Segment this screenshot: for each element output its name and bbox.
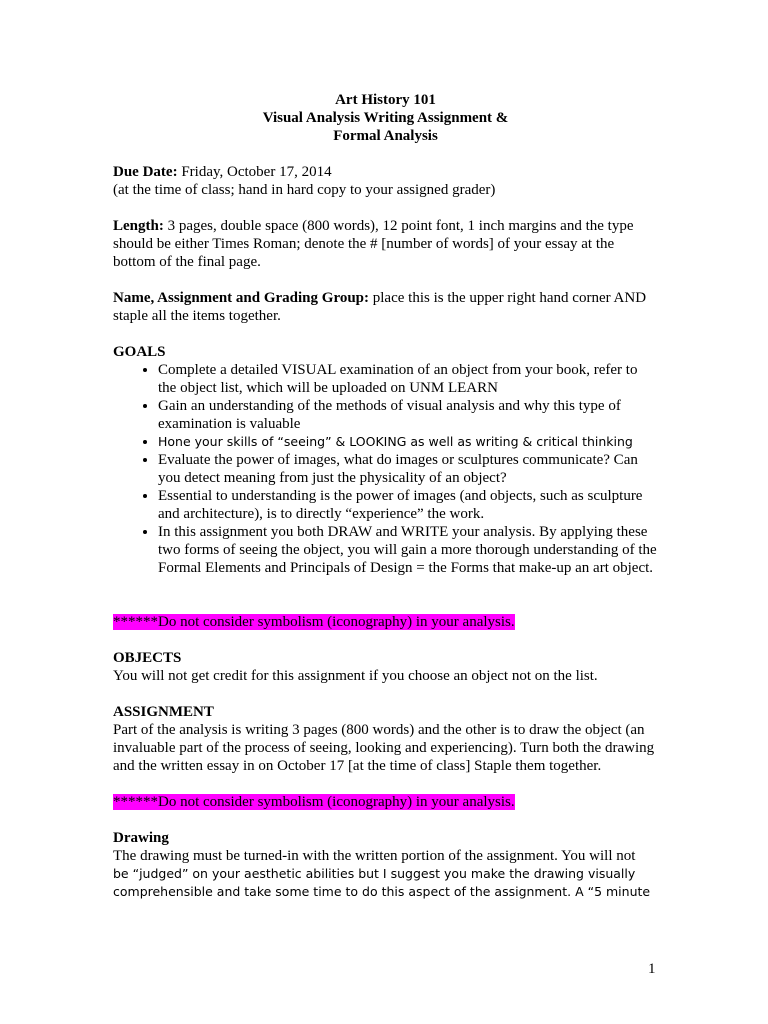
title-block bbox=[113, 91, 658, 145]
assignment-text: Part of the analysis is writing 3 pages (800 words) and the other is to draw the object (an invaluable part of the process of seeing, looking and experiencing). Turn both the drawing and the written essay in on October 17 [at the time of class] Staple them together. bbox=[113, 722, 655, 774]
document-body bbox=[113, 91, 658, 901]
objects-heading: OBJECTS bbox=[113, 650, 182, 666]
name-group-value: place this is the upper right hand corner AND staple all the items together. bbox=[113, 290, 647, 324]
warning-note bbox=[113, 793, 658, 811]
assignment-subtitle: Formal Analysis bbox=[333, 128, 438, 144]
length-section bbox=[113, 217, 658, 271]
goal-item: • Gain an understanding of the methods of visual analysis and why this type of examination is valuable bbox=[158, 397, 658, 433]
length-value: 3 pages, double space (800 words), 12 point font, 1 inch margins and the type should be either Times Roman; denote the # [number of words] of your essay at the bottom of the final page. bbox=[113, 218, 634, 270]
objects-text: You will not get credit for this assignment if you choose an object not on the list. bbox=[113, 668, 598, 684]
goal-item: • Hone your skills of “seeing” & LOOKING as well as writing & critical thinking bbox=[158, 433, 658, 451]
goal-item: • Evaluate the power of images, what do images or sculptures communicate? Can you detect meaning from just the physicality of an object? bbox=[158, 451, 658, 487]
due-date-value: Friday, October 17, 2014 bbox=[177, 164, 332, 180]
goal-item: • Complete a detailed VISUAL examination of an object from your book, refer to the object list, which will be uploaded on UNM LEARN bbox=[158, 361, 658, 397]
goal-item: • In this assignment you both DRAW and WRITE your analysis. By applying these two forms of seeing the object, you will gain a more thorough understanding of the Formal Elements and Principals of Design = the Forms that make-up an art object. bbox=[158, 523, 658, 577]
warning-note bbox=[113, 613, 658, 631]
drawing-line: be “judged” on your aesthetic abilities but I suggest you make the drawing visually bbox=[113, 866, 636, 881]
name-group-label: Name, Assignment and Grading Group: bbox=[113, 290, 370, 306]
drawing-line: The drawing must be turned-in with the written portion of the assignment. You will not bbox=[113, 848, 636, 864]
course-title: Art History 101 bbox=[335, 92, 436, 108]
assignment-heading: ASSIGNMENT bbox=[113, 704, 214, 720]
name-group-section bbox=[113, 289, 658, 325]
due-date-section bbox=[113, 163, 658, 199]
assignment-title: Visual Analysis Writing Assignment & bbox=[262, 110, 509, 126]
goals-heading: GOALS bbox=[113, 344, 166, 360]
drawing-text bbox=[113, 847, 658, 901]
highlighted-warning: ******Do not consider symbolism (iconography) in your analysis. bbox=[113, 794, 515, 810]
due-date-note: (at the time of class; hand in hard copy to your assigned grader) bbox=[113, 182, 496, 198]
drawing-heading: Drawing bbox=[113, 830, 169, 846]
length-label: Length: bbox=[113, 218, 164, 234]
due-date-label: Due Date: bbox=[113, 164, 178, 180]
highlighted-warning: ******Do not consider symbolism (iconography) in your analysis. bbox=[113, 614, 515, 630]
page-number: 1 bbox=[648, 961, 656, 977]
goals-list bbox=[113, 361, 658, 577]
drawing-line: comprehensible and take some time to do this aspect of the assignment. A “5 minute bbox=[113, 884, 651, 899]
goal-item: • Essential to understanding is the power of images (and objects, such as sculpture and architecture), is to directly “experience” the work. bbox=[158, 487, 658, 523]
